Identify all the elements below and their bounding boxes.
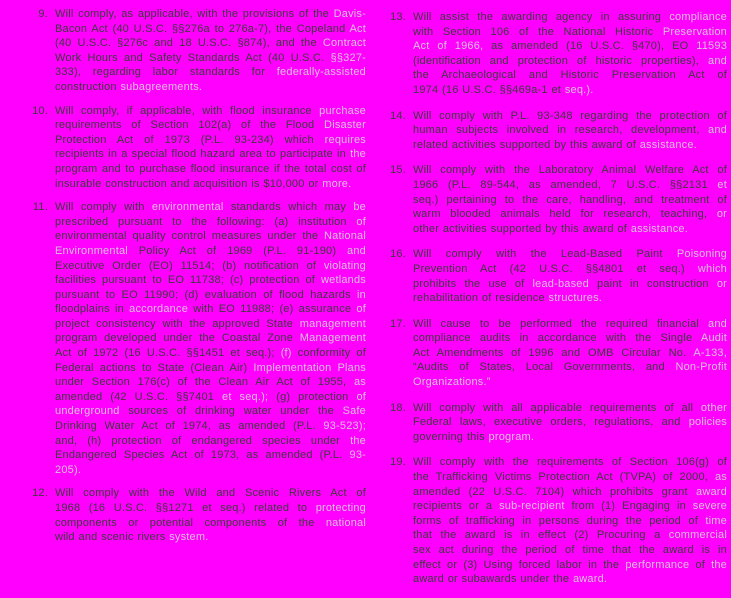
faded-text-segment: Davis-	[333, 8, 366, 20]
item-number: 16.	[390, 248, 406, 261]
text-segment: effect or (3) Using forced labor in the	[413, 558, 626, 571]
text-line	[55, 516, 366, 531]
text-segment: Drinking Water Act of 1974, as amended (P.L.	[55, 420, 324, 433]
text-segment: award or subawards under the	[413, 573, 573, 586]
faded-text-segment: commercial	[668, 529, 727, 542]
faded-text-segment: National	[324, 230, 366, 243]
faded-text-segment: et	[717, 178, 727, 191]
text-segment: amended (22 U.S.C. 7104) which prohibits grant	[413, 485, 697, 498]
faded-text-segment: and	[708, 317, 727, 330]
faded-text-segment: policies	[688, 416, 727, 429]
text-line	[413, 207, 727, 222]
item-number: 17.	[390, 317, 406, 330]
text-line	[413, 109, 727, 124]
text-line	[55, 361, 366, 376]
text-segment: Act Amendments of 1996 and OMB Circular No.	[413, 346, 694, 359]
text-line	[55, 317, 366, 332]
faded-text-segment: Safe	[342, 405, 366, 418]
text-segment: and, (h) protection of endangered species under	[55, 434, 351, 447]
text-segment: environmental quality control measures under the	[55, 230, 325, 243]
text-segment: Will comply, if applicable, with flood insurance	[55, 104, 320, 117]
faded-text-segment: time	[705, 514, 727, 527]
text-segment: requirements of Section 102(a) of the Flood	[55, 119, 325, 132]
text-segment: Will cause to be performed the required financial	[413, 317, 709, 330]
text-line	[55, 346, 366, 361]
text-segment: construction	[55, 80, 121, 93]
text-segment: other activities supported by this award of	[413, 222, 631, 235]
text-segment: that the award is in effect (2) Procuring a	[413, 529, 669, 542]
text-line	[55, 229, 366, 244]
text-line	[55, 65, 366, 80]
faded-text-segment: structures.	[548, 292, 603, 305]
text-line	[413, 528, 727, 543]
item-text	[413, 401, 727, 445]
faded-text-segment: assistance.	[630, 222, 688, 235]
faded-text-segment: 93-	[349, 449, 366, 462]
right-column	[386, 10, 727, 598]
text-line	[413, 470, 727, 485]
text-line	[55, 7, 366, 22]
faded-text-segment: (f)	[280, 347, 292, 360]
list-item	[28, 7, 366, 95]
text-line	[55, 486, 366, 501]
faded-text-segment: Preservation	[662, 25, 727, 38]
faded-text-segment: requires	[324, 133, 366, 146]
text-segment: Will comply with the Wild and Scenic Rivers Act of	[55, 487, 366, 500]
item-text	[413, 455, 727, 586]
faded-text-segment: A-133,	[693, 346, 727, 359]
text-line	[413, 262, 727, 277]
text-line	[413, 543, 727, 558]
text-line	[413, 514, 727, 529]
faded-text-segment: as	[353, 376, 366, 389]
text-segment: Act of 1972 (16 U.S.C. §§1451 et seq.);	[55, 347, 281, 360]
text-segment: project consistency with the approved State	[55, 317, 300, 330]
text-segment: Will assist the awarding agency in assuring	[413, 11, 670, 23]
text-line	[55, 375, 366, 390]
faded-text-segment: federally-assisted	[276, 66, 366, 79]
faded-text-segment: accordance	[129, 303, 189, 316]
faded-text-segment: wetlands	[320, 274, 366, 287]
text-line	[413, 430, 727, 445]
faded-text-segment: 11593	[696, 40, 728, 53]
text-line	[413, 291, 727, 306]
item-number: 10.	[32, 104, 48, 117]
faded-text-segment: of	[356, 390, 367, 403]
text-segment: Will comply with P.L. 93-348 regarding the protection of	[413, 109, 727, 122]
text-line	[55, 162, 366, 177]
text-segment: Endangered Species Act of 1973, as amended (P.L.	[55, 449, 350, 462]
text-segment: the Trafficking Victims Protection Act (TVPA) of 2000,	[413, 471, 715, 484]
faded-text-segment: 205).	[55, 463, 82, 476]
text-line	[55, 404, 366, 419]
faded-text-segment: severe	[692, 500, 727, 513]
faded-text-segment: seq.).	[564, 83, 594, 96]
text-line	[55, 177, 366, 192]
item-text	[55, 104, 366, 192]
faded-text-segment: other	[700, 401, 727, 414]
faded-text-segment: compliance	[669, 11, 727, 23]
text-segment: 1966 (P.L. 89-544, as amended, 7 U.S.C. §§2131	[413, 178, 718, 191]
text-line	[55, 390, 366, 405]
text-line	[413, 25, 727, 40]
text-segment: Policy Act of 1969 (P.L. 91-190)	[127, 244, 348, 257]
text-segment: wild and scenic rivers	[55, 531, 170, 544]
text-line	[55, 448, 366, 463]
item-text	[413, 317, 727, 390]
list-item	[386, 455, 727, 586]
text-line	[55, 302, 366, 317]
faded-text-segment: award	[696, 485, 727, 498]
faded-text-segment: national	[325, 516, 366, 529]
text-segment: Work Hours and Safety Standards Act (40 U.S.C.	[55, 51, 331, 64]
text-segment: (identification and protection of historic properties),	[413, 54, 709, 67]
faded-text-segment: Contract	[322, 37, 366, 50]
text-segment: the Archaeological and Historic Preservation Act of	[413, 69, 727, 82]
text-line	[55, 244, 366, 259]
item-text	[55, 7, 366, 95]
text-segment: “Audits of States, Local Governments, and	[413, 361, 676, 374]
text-line	[55, 22, 366, 37]
text-segment: pursuant to EO 11990; (d) evaluation of flood hazards	[55, 288, 358, 301]
text-line	[413, 193, 727, 208]
faded-text-segment: Act	[349, 22, 366, 35]
text-line	[413, 317, 727, 332]
faded-text-segment: Environmental	[55, 244, 128, 257]
text-segment: under Section 176(c) of the Clean Air Act of 1955,	[55, 376, 354, 389]
text-segment: rehabilitation of residence	[413, 292, 549, 305]
text-line	[413, 54, 727, 69]
faded-text-segment: and	[708, 54, 727, 67]
text-line	[55, 259, 366, 274]
text-segment: seq.) pertaining to the care, handling, and treatment of	[413, 193, 727, 206]
text-segment: program developed under the Coastal Zone	[55, 332, 300, 345]
faded-text-segment: and	[347, 244, 366, 257]
text-line	[55, 434, 366, 449]
text-segment: of	[689, 558, 712, 571]
text-segment: Bacon Act (40 U.S.C. §§276a to 276a-7), the Copeland	[55, 22, 350, 35]
faded-text-segment: §§327-	[330, 51, 366, 64]
text-segment: insurable construction and acquisition is $10,000 or	[55, 177, 323, 190]
faded-text-segment: purchase	[319, 104, 366, 117]
list-item	[28, 200, 366, 477]
faded-text-segment: Act of 1966,	[413, 40, 484, 53]
list-item	[28, 486, 366, 544]
faded-text-segment: lead-based	[532, 277, 589, 290]
text-segment: (g) protection	[268, 390, 357, 403]
text-segment: Federal laws, executive orders, regulations, and	[413, 416, 689, 429]
text-segment: Federal actions to State (Clean Air)	[55, 361, 254, 374]
list-item	[386, 317, 727, 390]
text-segment: paint in construction	[588, 277, 717, 290]
text-line	[55, 530, 366, 545]
text-segment: (40 U.S.C. §276c and 18 U.S.C. §874), and the	[55, 37, 323, 50]
text-line	[413, 68, 727, 83]
faded-text-segment: Audit	[700, 332, 727, 345]
text-segment: with Section 106 of the National Historic	[413, 25, 663, 38]
text-segment: components or potential components of the	[55, 516, 326, 529]
text-segment: Will comply with the requirements of Section 106(g) of	[413, 456, 727, 469]
faded-text-segment: of	[356, 215, 366, 228]
item-text	[413, 163, 727, 236]
text-line	[413, 485, 727, 500]
faded-text-segment: management	[299, 317, 366, 330]
faded-text-segment: and	[708, 124, 727, 137]
text-segment: governing this	[413, 430, 489, 443]
text-line	[55, 36, 366, 51]
faded-text-segment: protecting	[315, 502, 366, 514]
text-segment: 1974 (16 U.S.C. §§469a-1 et	[413, 83, 565, 96]
text-segment: Protection Act of 1973 (P.L. 93-234) which	[55, 133, 325, 146]
list-item	[28, 104, 366, 192]
text-line	[413, 123, 727, 138]
item-number: 18.	[390, 401, 406, 414]
text-segment: from (1) Engaging in	[564, 500, 693, 513]
text-line	[413, 83, 727, 98]
faded-text-segment: et seq.);	[222, 390, 269, 403]
text-line	[413, 346, 727, 361]
text-line	[55, 501, 366, 516]
text-segment: compliance audits in accordance with the Single	[413, 332, 701, 345]
text-line	[55, 215, 366, 230]
faded-text-segment: or	[716, 277, 727, 290]
text-line	[413, 222, 727, 237]
text-line	[413, 138, 727, 153]
text-segment: forms of trafficking in persons during the period of	[413, 514, 706, 527]
list-item	[386, 10, 727, 98]
text-line	[55, 51, 366, 66]
faded-text-segment: award.	[572, 573, 608, 586]
text-segment: standards which may	[223, 201, 354, 214]
text-segment: as amended (16 U.S.C. §470), EO	[483, 40, 697, 53]
list-item	[386, 163, 727, 236]
faded-text-segment: Organizations.”	[413, 376, 491, 389]
item-number: 14.	[390, 109, 406, 122]
text-line	[55, 118, 366, 133]
faded-text-segment: subagreements.	[120, 80, 203, 93]
text-segment: related activities supported by this award of	[413, 138, 640, 151]
faded-text-segment: program.	[488, 430, 535, 443]
faded-text-segment: environmental	[151, 201, 224, 214]
text-segment: Will comply with the Laboratory Animal Welfare Act of	[413, 164, 727, 177]
text-line	[55, 273, 366, 288]
text-segment: prohibits the use of	[413, 277, 533, 290]
item-number: 11.	[32, 201, 48, 214]
faded-text-segment: Implementation Plans	[253, 361, 366, 374]
text-segment: 333), regarding labor standards for	[55, 66, 277, 79]
text-segment: 1968 (16 U.S.C. §§1271 et seq.) related to	[55, 502, 316, 514]
faded-text-segment: Management	[299, 332, 366, 345]
text-line	[55, 147, 366, 162]
item-number: 13.	[390, 11, 406, 23]
text-segment: program and to purchase flood insurance if the total cost of	[55, 162, 366, 175]
text-line	[55, 331, 366, 346]
list-item	[386, 109, 727, 153]
text-line	[413, 178, 727, 193]
text-line	[413, 39, 727, 54]
faded-text-segment: sub-recipient	[499, 500, 565, 513]
faded-text-segment: Poisoning	[676, 248, 727, 261]
faded-text-segment: 93-523);	[323, 420, 366, 433]
faded-text-segment: the	[711, 558, 727, 571]
faded-text-segment: system.	[169, 531, 209, 544]
text-line	[413, 10, 727, 25]
faded-text-segment: which	[697, 262, 727, 275]
item-number: 15.	[390, 164, 406, 177]
text-segment: Will comply, as applicable, with the provisions of the	[55, 8, 334, 20]
faded-text-segment: violating	[323, 259, 366, 272]
text-segment: floodplains in	[55, 303, 130, 316]
text-segment: prescribed pursuant to the following: (a) institution	[55, 215, 357, 228]
faded-text-segment: the	[350, 434, 366, 447]
text-segment: warm blooded animals held for research, teaching,	[413, 208, 717, 221]
text-line	[413, 360, 727, 375]
faded-text-segment: or	[716, 208, 727, 221]
faded-text-segment: assistance.	[639, 138, 697, 151]
item-text	[55, 486, 366, 544]
text-line	[55, 80, 366, 95]
text-line	[413, 277, 727, 292]
text-segment: sources of drinking water under the	[119, 405, 343, 418]
left-column	[28, 7, 366, 554]
text-line	[413, 415, 727, 430]
text-line	[413, 455, 727, 470]
text-segment: sex act during the period of time that the award is in	[413, 544, 727, 556]
faded-text-segment: underground	[55, 405, 120, 418]
item-text	[413, 247, 727, 305]
text-segment: with EO 11988; (e) assurance	[188, 303, 357, 316]
text-line	[413, 163, 727, 178]
text-segment: recipients in a special flood hazard area to participate in	[55, 148, 351, 161]
item-number: 19.	[390, 456, 406, 469]
faded-text-segment: Non-Profit	[675, 361, 727, 374]
text-line	[55, 133, 366, 148]
faded-text-segment: in	[357, 288, 366, 301]
text-line	[413, 572, 727, 587]
text-line	[55, 288, 366, 303]
text-line	[413, 558, 727, 573]
text-line	[413, 401, 727, 416]
text-segment: amended (42 U.S.C. §§7401	[55, 390, 223, 403]
text-line	[413, 247, 727, 262]
list-item	[386, 247, 727, 305]
text-segment: Prevention Act (42 U.S.C. §§4801 et seq.)	[413, 262, 698, 275]
text-segment: conformity of	[291, 347, 366, 360]
text-segment: Will comply with all applicable requirements of all	[413, 401, 701, 414]
text-line	[55, 200, 366, 215]
item-text	[413, 109, 727, 153]
faded-text-segment: Disaster	[324, 119, 366, 132]
text-line	[55, 463, 366, 478]
text-line	[413, 331, 727, 346]
item-number: 9.	[38, 8, 48, 20]
text-segment: recipients or a	[413, 500, 500, 513]
text-line	[55, 419, 366, 434]
text-segment: Will comply with	[55, 201, 152, 214]
text-line	[55, 104, 366, 119]
text-segment: facilities pursuant to EO 11738; (c) protection of	[55, 274, 321, 287]
text-segment: Will comply with the Lead-Based Paint	[413, 248, 677, 261]
text-line	[413, 375, 727, 390]
faded-text-segment: of	[356, 303, 366, 316]
faded-text-segment: more.	[322, 177, 352, 190]
item-text	[55, 200, 366, 477]
text-segment: human subjects involved in research, development,	[413, 124, 709, 137]
faded-text-segment: the	[350, 148, 366, 161]
text-line	[413, 499, 727, 514]
item-text	[413, 10, 727, 98]
list-item	[386, 401, 727, 445]
faded-text-segment: as	[714, 471, 727, 484]
item-number: 12.	[32, 487, 48, 500]
faded-text-segment: be	[353, 201, 366, 214]
faded-text-segment: performance	[625, 558, 690, 571]
text-segment: Executive Order (EO) 11514; (b) notification of	[55, 259, 324, 272]
